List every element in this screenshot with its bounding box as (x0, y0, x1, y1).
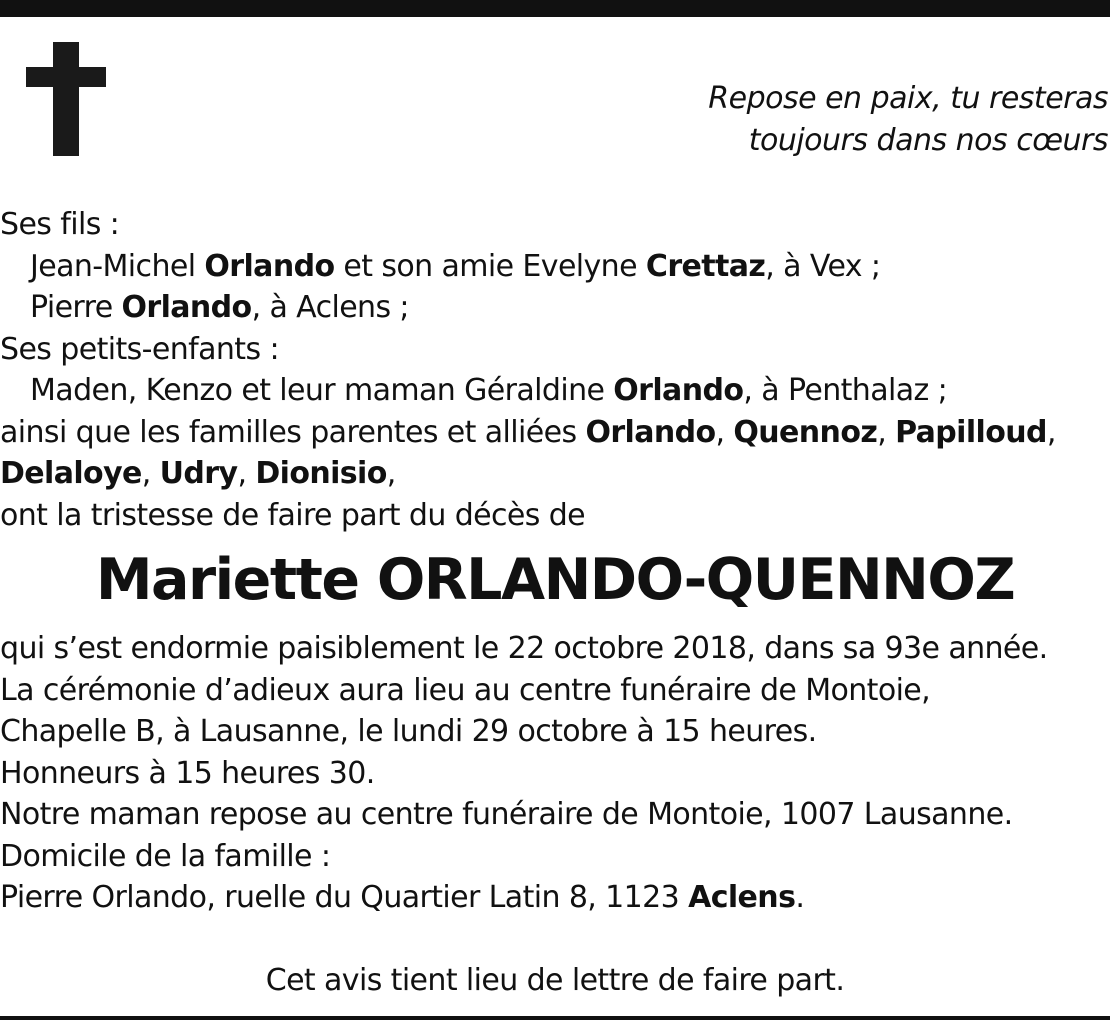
cross-icon (26, 42, 106, 156)
epitaph-line-1: Repose en paix, tu resteras (708, 81, 1108, 116)
son-1-line (0, 246, 1110, 288)
son-1-first-name: Jean-Michel (30, 248, 196, 284)
son-1-partner-last-name: Crettaz (645, 248, 766, 284)
closing-note: Cet avis tient lieu de lettre de faire part. (265, 963, 845, 998)
son-2-first-name: Pierre (30, 290, 113, 325)
family-name-dionisio: Dionisio (255, 456, 387, 491)
announcement-text: ont la tristesse de faire part du décès de (0, 497, 586, 533)
son-1-place: , à Vex ; (765, 248, 881, 284)
details-line-4: Honneurs à 15 heures 30. (0, 755, 375, 791)
son-1-partner-text: et son amie Evelyne (343, 248, 637, 284)
grandchildren-place: , à Penthalaz ; (743, 373, 948, 408)
son-2-place: , à Aclens ; (251, 290, 409, 325)
family-name-delaloye: Delaloye (0, 456, 142, 491)
details-line-7 (0, 877, 1110, 919)
details-section (0, 628, 1110, 919)
epitaph (708, 78, 1108, 162)
details-line-5: Notre maman repose au centre funéraire de Montoie, 1007 Lausanne. (0, 797, 1013, 832)
family-name-papilloud: Papilloud (895, 414, 1047, 450)
deceased-name: Mariette ORLANDO-QUENNOZ (95, 547, 1015, 613)
top-border-rule (0, 0, 1110, 17)
family-name-quennoz: Quennoz (733, 414, 878, 450)
families-line-2: Delaloye, Udry, Dionisio, (0, 456, 396, 491)
family-name-udry: Udry (159, 456, 238, 491)
families-line-1: ainsi que les familles parentes et alliées Orlando, Quennoz, Papilloud, (0, 414, 1056, 450)
families-intro: ainsi que les familles parentes et alliées (0, 414, 577, 450)
grandchildren-line (0, 370, 1110, 412)
bottom-border-rule (0, 1016, 1110, 1020)
details-line-3: Chapelle B, à Lausanne, le lundi 29 octobre à 15 heures. (0, 714, 817, 749)
details-line-2: La cérémonie d’adieux aura lieu au centre funéraire de Montoie, (0, 672, 931, 708)
details-line-1: qui s’est endormie paisiblement le 22 octobre 2018, dans sa 93e année. (0, 631, 1048, 666)
grandchildren-last-name: Orlando (613, 373, 744, 408)
sons-heading: Ses fils : (0, 207, 120, 242)
son-2-last-name: Orlando (121, 290, 252, 325)
family-name-orlando: Orlando (585, 414, 716, 450)
grandchildren-heading: Ses petits-enfants : (0, 331, 279, 367)
son-1-last-name: Orlando (204, 248, 335, 284)
details-line-6: Domicile de la famille : (0, 838, 331, 874)
family-section (0, 204, 1110, 536)
address-end-punctuation: . (795, 880, 805, 915)
son-2-line (0, 287, 1110, 329)
family-town: Aclens (688, 880, 796, 915)
grandchildren-names: Maden, Kenzo et leur maman Géraldine (30, 373, 605, 408)
epitaph-line-2: toujours dans nos cœurs (748, 123, 1108, 158)
family-address: Pierre Orlando, ruelle du Quartier Latin 8, 1123 (0, 880, 680, 915)
